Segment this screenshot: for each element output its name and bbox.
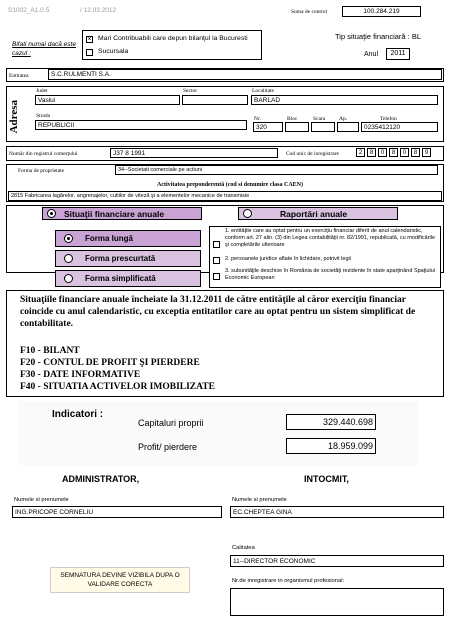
cui-digit[interactable]: 9 [422, 148, 431, 157]
address-side-label: Adresa [8, 100, 20, 134]
admin-name-field[interactable]: ING.PRICOPE CORNELIU [12, 506, 222, 518]
bloc-label: Bloc [287, 116, 298, 122]
forma-simplificata-radio[interactable] [64, 274, 73, 283]
profit-label: Profit/ pierdere [138, 442, 198, 452]
scara-label: Scara [313, 116, 326, 122]
forma-prescurtata-option[interactable] [55, 250, 201, 267]
calitatea-label: Calitatea [232, 545, 255, 551]
situatii-financiare-option[interactable] [42, 207, 202, 220]
telefon-label: Telefon [380, 116, 397, 122]
judet-field[interactable]: Vaslui [35, 95, 180, 105]
forma-lunga-radio[interactable] [64, 234, 73, 243]
situatii-financiare-label: Situaţii financiare anuale [64, 208, 165, 219]
situatie-type-label: Tip situaţie financiară : BL [335, 32, 422, 41]
judet-label: Judet [36, 88, 48, 94]
sucursala-label: Sucursala [98, 48, 129, 55]
entity-field[interactable]: S.C.RULMENTI S.A. [48, 69, 442, 80]
type-prompt: Bifati numai dacă este cazul : [12, 41, 76, 57]
f30-line: F30 - DATE INFORMATIVE [20, 370, 141, 380]
note3-checkbox[interactable] [213, 273, 220, 280]
note1-text: 1. entităţile care au optat pentru un exerciţiu financiar diferit de anul calendaristic, conform art. 27 alin. (3) din Legea contabilităţii nr. 82/1991, republicată, cu modificările şi completările ulterioare [225, 228, 436, 248]
forma-simplificata-option[interactable] [55, 270, 201, 287]
control-label: Suma de control [291, 9, 328, 15]
ownership-field[interactable]: 34--Societati comerciale pe actiuni [115, 165, 438, 175]
localitate-field[interactable]: BARLAD [251, 95, 438, 105]
forma-lunga-option[interactable] [55, 230, 201, 247]
bloc-field[interactable] [285, 122, 309, 132]
sucursala-checkbox[interactable] [86, 49, 93, 56]
capital-label: Capitaluri proprii [138, 418, 204, 428]
cui-digit[interactable]: 0 [400, 148, 409, 157]
raportari-anuale-option[interactable] [238, 207, 398, 220]
f40-line: F40 - SITUATIA ACTIVELOR IMOBILIZATE [20, 382, 215, 392]
activity-field[interactable]: 2815 Fabricarea lagărelor, angrenajelor, cutiilor de viteză şi a elementelor mecanice de transmisie [8, 191, 442, 201]
cui-label: Cod unic de inregistrare [286, 151, 339, 157]
activity-label: Activitatea preponderentă (cod si denumire clasa CAEN) [157, 182, 303, 188]
forma-prescurtata-label: Forma prescurtată [85, 254, 156, 263]
strada-field[interactable]: REPUBLICII [35, 120, 247, 130]
note1-checkbox[interactable] [213, 241, 220, 248]
strada-label: Strada [36, 113, 51, 119]
profit-field: 18.959.099 [286, 438, 376, 454]
registry-field[interactable]: J37 8 1991 [110, 148, 278, 158]
cui-digit[interactable]: 0 [378, 148, 387, 157]
statement-text: Situaţiile financiare anuale încheiate la 31.12.2011 de către entităţile al căror exerciţiu financiar coincide cu anul calendaristic, cu exceptia entitatilor care au optat pentru un sistem simplificat de contabilitate. [20, 295, 416, 329]
nr-inregistrare-field[interactable] [230, 588, 444, 616]
forma-lunga-label: Forma lungă [85, 234, 134, 243]
nr-label: Nr. [254, 116, 261, 122]
raportari-anuale-label: Raportări anuale [280, 208, 348, 219]
admin-title: ADMINISTRATOR, [62, 474, 140, 484]
raportari-anuale-radio[interactable] [243, 209, 252, 218]
note2-checkbox[interactable] [213, 257, 220, 264]
capital-field: 329.440.698 [286, 414, 376, 430]
cui-digit[interactable]: 8 [367, 148, 376, 157]
entity-label: Entitatea [9, 73, 29, 79]
forma-prescurtata-radio[interactable] [64, 254, 73, 263]
mari-contribuabili-label: Mari Contribuabili care depun bilanţul la Bucuresti [98, 35, 248, 42]
telefon-field[interactable]: 0235412120 [361, 122, 438, 132]
form-date: / 12.03.2012 [80, 7, 117, 14]
calitatea-field[interactable]: 11--DIRECTOR ECONOMIC [230, 555, 444, 567]
intocmit-name-label: Numele si prenumele [232, 497, 287, 503]
cui-digit[interactable]: 8 [411, 148, 420, 157]
signature-note: SEMNATURA DEVINE VIZIBILA DUPA O VALIDARE CORECTA [50, 567, 190, 593]
f10-line: F10 - BILANT [20, 346, 80, 356]
note3-text: 3. subunităţile deschise în România de societăţi rezidente în state aparţinând Spaţiului Economic European [225, 268, 436, 281]
nr-field[interactable]: 320 [253, 122, 283, 132]
form-code: S1002_A1.0.5 [8, 7, 50, 14]
sector-field[interactable] [182, 95, 248, 105]
ap-label: Ap. [339, 116, 348, 122]
anul-label: Anul [364, 51, 379, 58]
ap-field[interactable] [337, 122, 359, 132]
ownership-label: Forma de proprietate [18, 168, 65, 174]
cui-digit[interactable]: 8 [389, 148, 398, 157]
sector-label: Sector [183, 88, 198, 94]
note2-text: 2. persoanele juridice aflate în lichidare, potrivit legii [225, 256, 351, 262]
nr-inregistrare-label: Nr.de inregistrare in organismul profesional: [232, 578, 345, 584]
scara-field[interactable] [311, 122, 335, 132]
cui-digit[interactable]: 2 [356, 148, 365, 157]
control-value-field: 100.284.219 [342, 6, 421, 17]
intocmit-name-field[interactable]: EC.CHEPTEA GINA [230, 506, 444, 518]
registry-label: Număr din registrul comerţului [9, 151, 78, 157]
indicators-title: Indicatori : [52, 409, 104, 420]
f20-line: F20 - CONTUL DE PROFIT ŞI PIERDERE [20, 358, 200, 368]
admin-name-label: Numele si prenumele [14, 497, 69, 503]
localitate-label: Localitate [252, 88, 274, 94]
situatii-financiare-radio[interactable] [47, 209, 56, 218]
anul-field[interactable]: 2011 [386, 48, 410, 60]
forma-simplificata-label: Forma simplificată [85, 274, 156, 283]
mari-contribuabili-checkbox[interactable]: × [87, 36, 92, 43]
intocmit-title: INTOCMIT, [304, 474, 349, 484]
